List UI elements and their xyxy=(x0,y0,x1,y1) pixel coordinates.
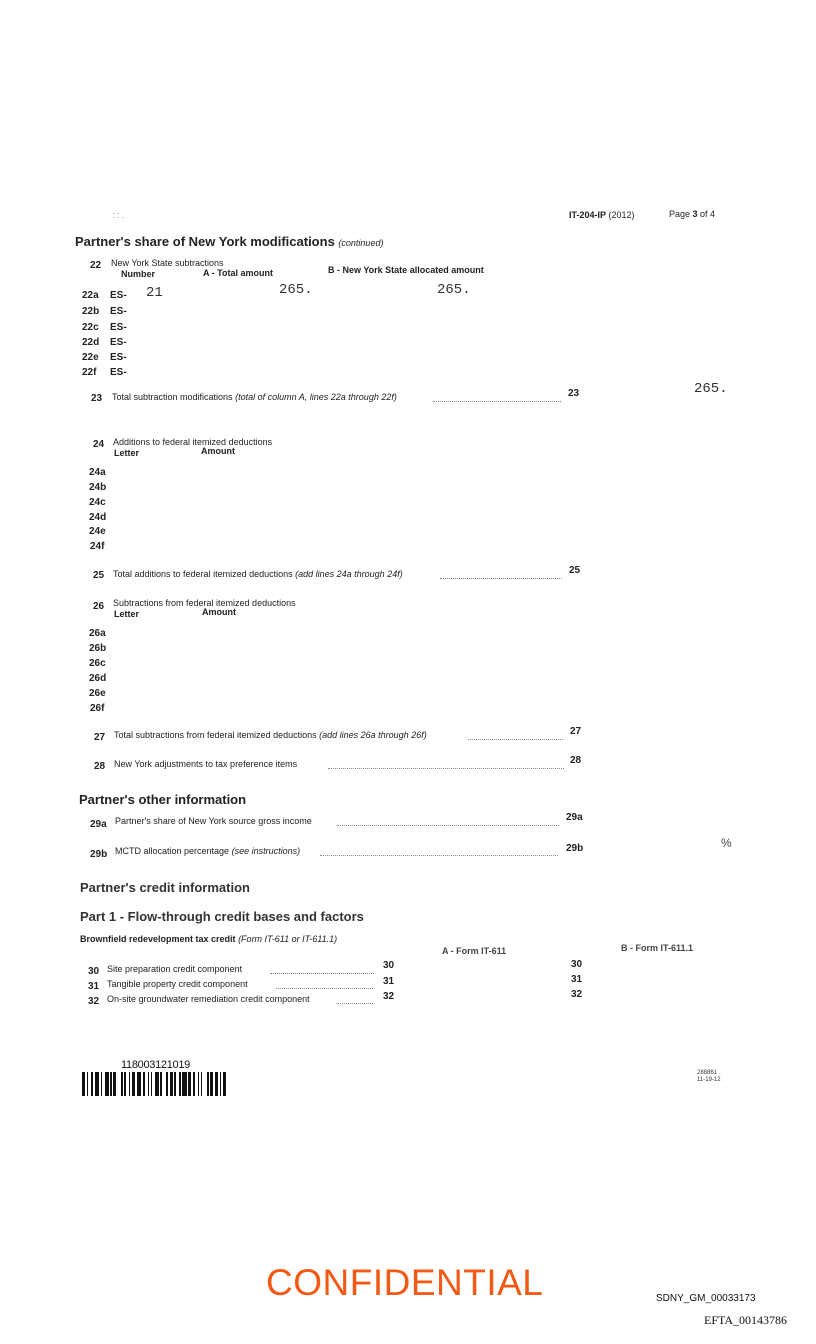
brownfield-title xyxy=(80,934,337,944)
line-26a-label: 26a xyxy=(89,628,106,639)
line-22-col-a: A - Total amount xyxy=(203,268,273,278)
line-31-box-a: 31 xyxy=(383,976,395,987)
line-29b-number: 29b xyxy=(90,849,108,860)
line-26b-label: 26b xyxy=(89,643,107,654)
line-29a-box: 29a xyxy=(566,812,583,823)
line-30-number: 30 xyxy=(88,966,100,977)
line-26-col-amount: Amount xyxy=(202,607,236,617)
line-24-number: 24 xyxy=(93,439,105,450)
line-29b-note: (see instructions) xyxy=(231,846,301,856)
line-22-number: 22 xyxy=(90,260,102,271)
line-23-number: 23 xyxy=(91,393,103,404)
line-27-box: 27 xyxy=(570,726,582,737)
bates-sdny: SDNY_GM_00033173 xyxy=(656,1293,756,1304)
line-22a-prefix: ES- xyxy=(110,290,127,301)
line-22e-prefix: ES- xyxy=(110,352,127,363)
line-25-box: 25 xyxy=(569,565,581,576)
line-22e-label: 22e xyxy=(82,352,99,363)
line-29b-label-text: MCTD allocation percentage xyxy=(115,846,230,856)
line-24-col-amount: Amount xyxy=(201,446,235,456)
barcode-number: 118003121019 xyxy=(121,1059,190,1071)
line-29b-percent-sign: % xyxy=(721,836,732,850)
part1-title: Part 1 - Flow-through credit bases and factors xyxy=(80,909,364,924)
section-credit-title: Partner's credit information xyxy=(80,880,250,895)
line-26c-label: 26c xyxy=(89,658,106,669)
line-22c-prefix: ES- xyxy=(110,322,127,333)
form-id: IT-204-IP xyxy=(569,210,607,220)
line-22c-label: 22c xyxy=(82,322,99,333)
line-24e-label: 24e xyxy=(89,526,106,537)
form-date: 11-19-12 xyxy=(697,1077,721,1083)
line-30-box-a: 30 xyxy=(383,960,395,971)
line-23-note: (total of column A, lines 22a through 22f) xyxy=(235,392,397,402)
line-29b-leader xyxy=(320,855,558,856)
line-28-leader xyxy=(328,768,564,769)
line-31-leader xyxy=(276,988,373,989)
section-title-text: Partner's share of New York modifications xyxy=(75,234,335,249)
line-22d-prefix: ES- xyxy=(110,337,127,348)
line-29a-number: 29a xyxy=(90,819,107,830)
line-30-label: Site preparation credit component xyxy=(107,964,243,974)
line-23-value: 265. xyxy=(694,381,728,397)
page-indicator xyxy=(669,209,715,219)
line-27-note: (add lines 26a through 26f) xyxy=(319,730,427,740)
line-26e-label: 26e xyxy=(89,688,106,699)
line-32-box-b: 32 xyxy=(571,989,583,1000)
line-22-col-b: B - New York State allocated amount xyxy=(328,265,484,275)
barcode-image xyxy=(82,1072,228,1096)
line-27-number: 27 xyxy=(94,732,106,743)
line-26f-label: 26f xyxy=(90,703,105,714)
line-31-label: Tangible property credit component xyxy=(107,979,248,989)
scan-specks: : : . xyxy=(112,210,125,220)
line-25-number: 25 xyxy=(93,570,105,581)
brownfield-col-a: A - Form IT-611 xyxy=(442,946,507,956)
line-29a-leader xyxy=(337,825,559,826)
line-22d-label: 22d xyxy=(82,337,100,348)
section-other-title: Partner's other information xyxy=(79,792,247,807)
line-32-leader xyxy=(337,1003,373,1004)
barcode-bar xyxy=(226,1072,228,1096)
confidential-stamp: CONFIDENTIAL xyxy=(266,1262,544,1303)
line-25-note: (add lines 24a through 24f) xyxy=(295,569,403,579)
section-subtitle: (continued) xyxy=(338,238,384,248)
line-26d-label: 26d xyxy=(89,673,107,684)
line-28-box: 28 xyxy=(570,755,582,766)
line-28-number: 28 xyxy=(94,761,106,772)
line-24-col-letter: Letter xyxy=(114,448,140,458)
line-27-label-text: Total subtractions from federal itemized deductions xyxy=(114,730,317,740)
line-27-leader xyxy=(468,739,563,740)
line-29b-label xyxy=(115,846,300,856)
line-22f-label: 22f xyxy=(82,367,97,378)
line-26-label: Subtractions from federal itemized deductions xyxy=(113,598,296,608)
line-22b-label: 22b xyxy=(82,306,100,317)
line-22-col-number: Number xyxy=(121,269,156,279)
line-23-box: 23 xyxy=(568,388,580,399)
line-23-leader xyxy=(433,401,561,402)
line-28-label: New York adjustments to tax preference items xyxy=(114,759,298,769)
line-32-box-a: 32 xyxy=(383,991,395,1002)
section-modifications-title xyxy=(75,234,383,249)
line-31-number: 31 xyxy=(88,981,100,992)
line-25-label-text: Total additions to federal itemized deductions xyxy=(113,569,293,579)
line-23-label xyxy=(112,392,397,402)
line-29a-label: Partner's share of New York source gross income xyxy=(115,816,312,826)
page-suffix: of 4 xyxy=(697,209,716,219)
line-29b-box: 29b xyxy=(566,843,584,854)
line-32-label: On-site groundwater remediation credit component xyxy=(107,994,310,1004)
line-24b-label: 24b xyxy=(89,482,107,493)
form-code-block xyxy=(697,1070,721,1084)
line-23-label-text: Total subtraction modifications xyxy=(112,392,233,402)
line-22f-prefix: ES- xyxy=(110,367,127,378)
line-25-label xyxy=(113,569,403,579)
line-22a-number: 21 xyxy=(146,285,163,301)
line-26-col-letter: Letter xyxy=(114,609,140,619)
line-22a-label: 22a xyxy=(82,290,99,301)
line-24a-label: 24a xyxy=(89,467,106,478)
form-code: 288861 xyxy=(697,1070,718,1076)
line-25-leader xyxy=(440,578,562,579)
line-24-label: Additions to federal itemized deductions xyxy=(113,437,273,447)
line-31-box-b: 31 xyxy=(571,974,583,985)
line-32-number: 32 xyxy=(88,996,100,1007)
page-prefix: Page xyxy=(669,209,693,219)
line-24d-label: 24d xyxy=(89,512,107,523)
line-22-label: New York State subtractions xyxy=(111,258,224,268)
line-22a-ny-amount: 265. xyxy=(437,282,471,298)
line-30-box-b: 30 xyxy=(571,959,583,970)
page-number: 3 xyxy=(692,209,698,219)
line-24c-label: 24c xyxy=(89,497,106,508)
brownfield-col-b: B - Form IT-611.1 xyxy=(621,943,694,953)
brownfield-note: (Form IT-611 or IT-611.1) xyxy=(238,934,338,944)
line-22a-total-amount: 265. xyxy=(279,282,313,298)
brownfield-title-text: Brownfield redevelopment tax credit xyxy=(80,934,236,944)
form-year: (2012) xyxy=(608,210,635,220)
bates-efta: EFTA_00143786 xyxy=(704,1313,788,1327)
line-27-label xyxy=(114,730,427,740)
line-26-number: 26 xyxy=(93,601,105,612)
line-24f-label: 24f xyxy=(90,541,105,552)
form-id-header xyxy=(569,210,635,220)
line-22b-prefix: ES- xyxy=(110,306,127,317)
line-30-leader xyxy=(270,973,374,974)
